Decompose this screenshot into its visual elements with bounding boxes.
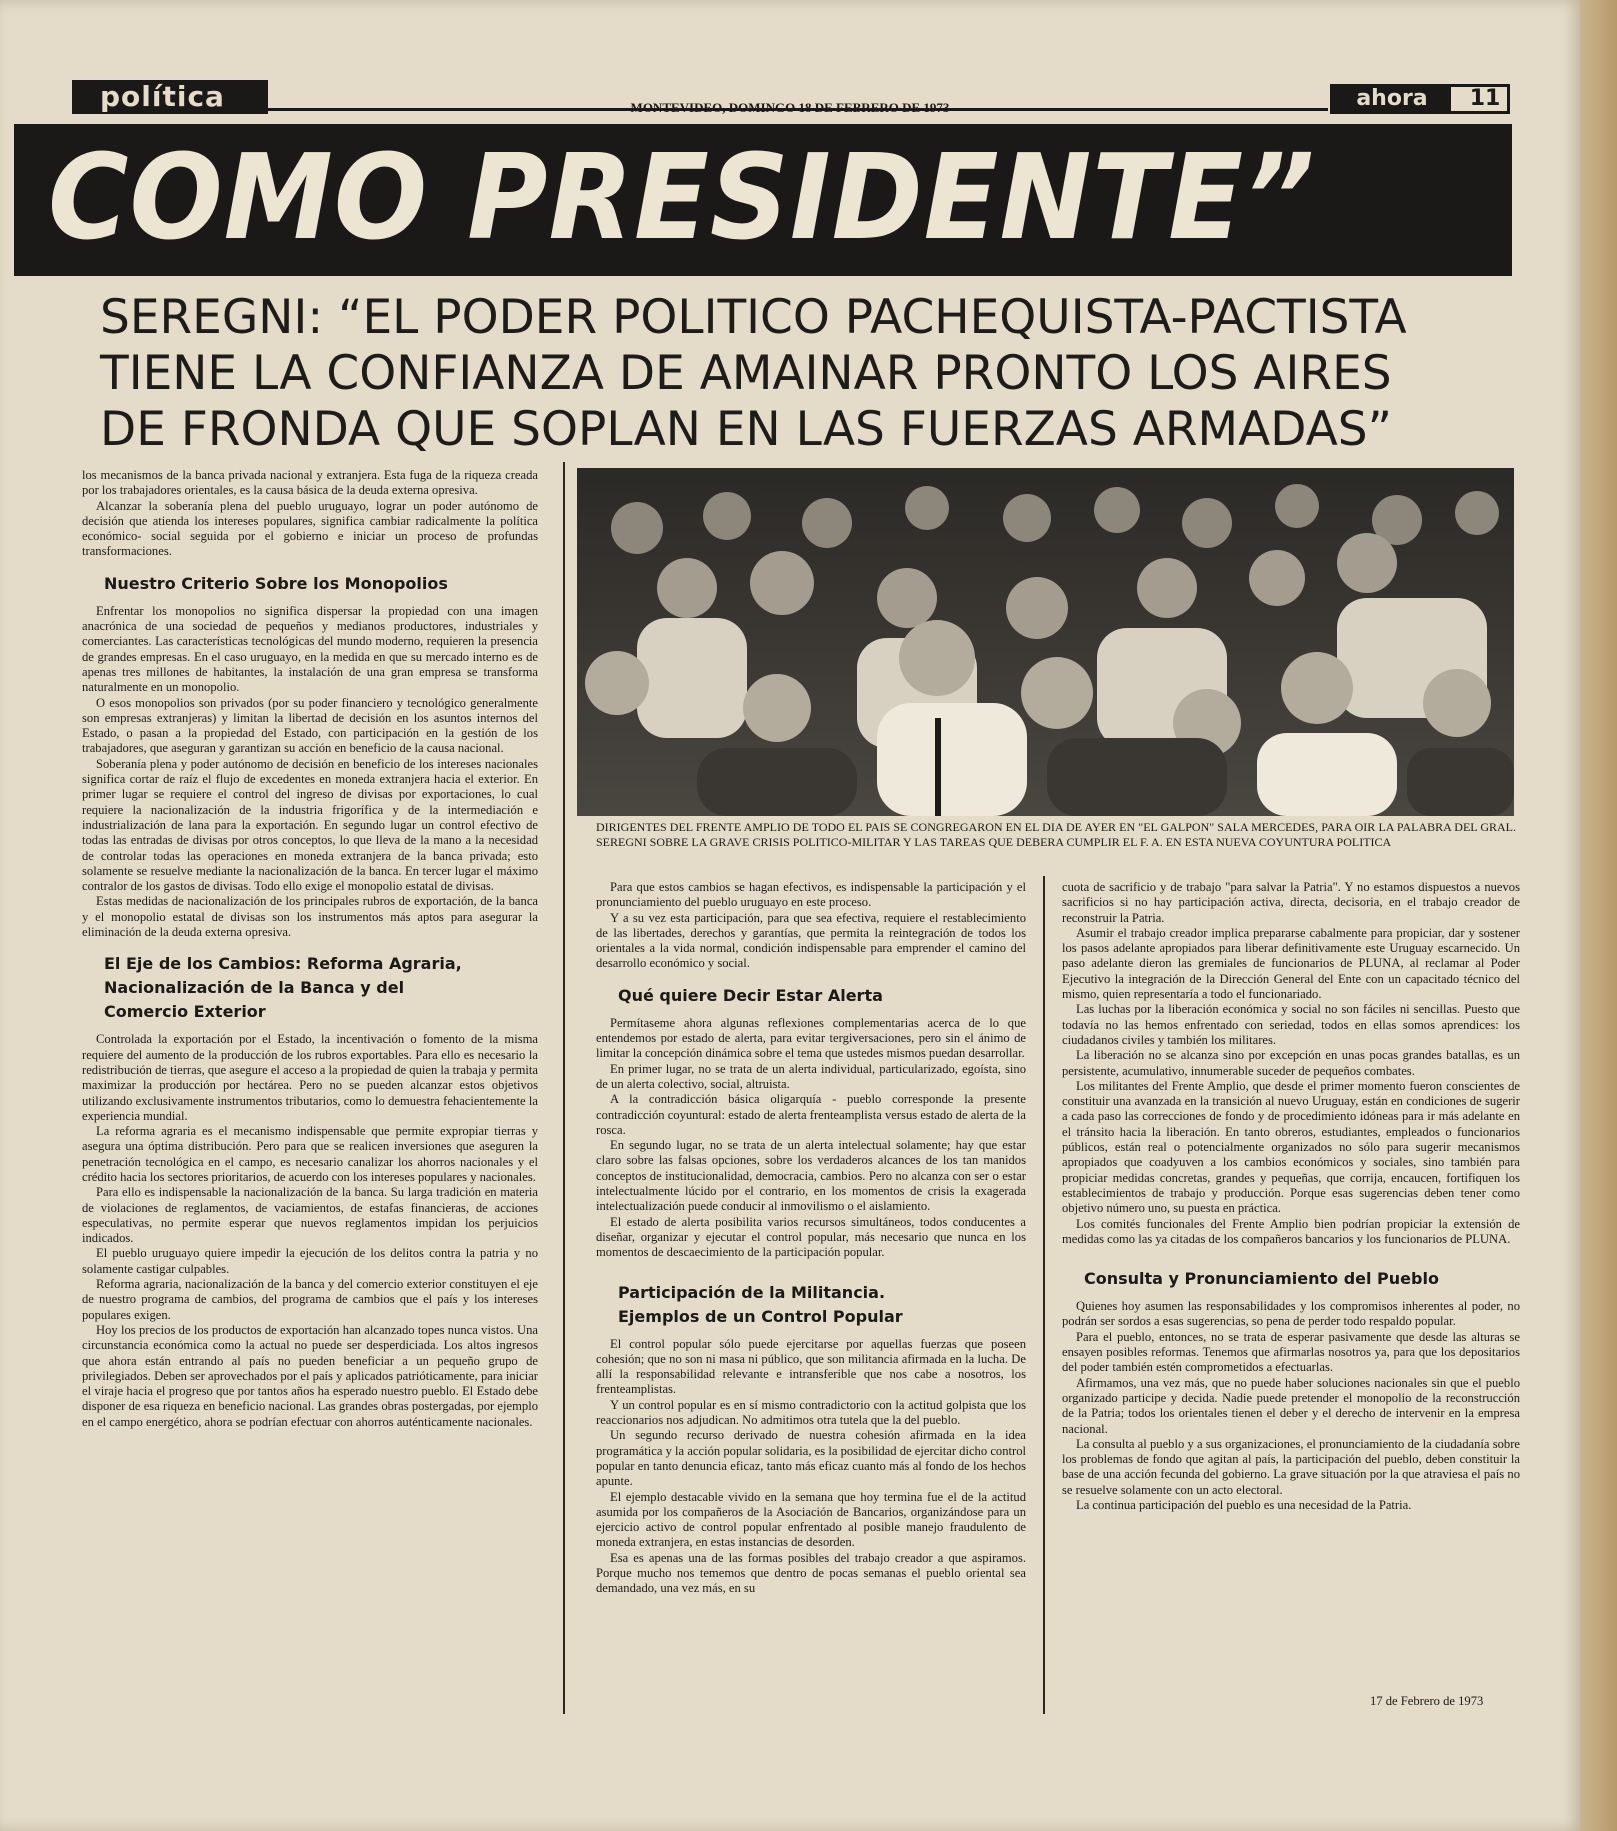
headline-line: SEREGNI: “EL PODER POLITICO PACHEQUISTA-PACTISTA (100, 290, 1407, 345)
crowd-photo-image (577, 468, 1514, 816)
paragraph: Controlada la exportación por el Estado, la incentivación o fomento de la misma requiere del aumento de la producción de los rubros exportables. Para ello es necesario la redistribución de tierras, que asegure el acceso a la propiedad de quien la trabaja y permita maximizar la producción por hectárea. Pero no se pueden alcanzar estos objetivos utilizando exclusivamente instrumentos tributarios, como lo demuestra fehacientemente la experiencia mundial. (82, 1032, 538, 1123)
page-edge (1580, 0, 1617, 1831)
column-rule (563, 462, 565, 1714)
paragraph: Los comités funcionales del Frente Amplio bien podrían propiciar la extensión de medidas como las ya citadas de los compañeros bancarios y los funcionarios de PLUNA. (1062, 1216, 1520, 1246)
paragraph: Permítaseme ahora algunas reflexiones complementarias acerca de lo que entendemos por estado de alerta, para evitar tergiversaciones, pero sin el ánimo de limitar la concepción dinámica sobre el tema que ustedes mismos puedan desarrollar. (596, 1015, 1026, 1061)
dateline: MONTEVIDEO, DOMINGO 18 DE FEBRERO DE 1973 (630, 100, 950, 115)
paragraph: Hoy los precios de los productos de exportación han alcanzado topes nunca vistos. Una circunstancia económica como la actual no puede ser desperdiciada. Los altos ingresos que ahora están entrando al país no pueden beneficiar a un pequeño grupo de privilegiados. Deben ser aprovechados por el país y aplicados patrióticamente, para iniciar el viraje hacia el progreso que por tantos años ha esperado nuestro pueblo. El Estado debe disponer de esa riqueza en beneficio nacional. Las grandes obras postergadas, por ejemplo en el campo energético, ahora se podrían efectuar con ahorros auténticamente nacionales. (82, 1322, 538, 1429)
paragraph: Afirmamos, una vez más, que no puede haber soluciones nacionales sin que el pueblo organizado participe y decida. Nadie puede pretender el monopolio de la reconstrucción de la Patria; todos los orientales tienen el deber y el derecho de intervenir en la empresa nacional. (1062, 1375, 1520, 1436)
paragraph: En primer lugar, no se trata de un alerta individual, particularizado, egoísta, sino de un alerta colectivo, social, altruista. (596, 1061, 1026, 1091)
paragraph: Y un control popular es en sí mismo contradictorio con la actitud golpista que los reaccionarios nos adjudican. No admitimos otra tutela que la del pueblo. (596, 1397, 1026, 1428)
paragraph: La reforma agraria es el mecanismo indispensable que permite expropiar tierras y asegura una óptima distribución. Pero para que se realicen inversiones que aseguren la penetración tecnológica en el campo, es necesario canalizar los ahorros nacionales y el crédito hacia los sectores prioritarios, de acuerdo con los intereses populares y nacionales. (82, 1124, 538, 1184)
paragraph: Un segundo recurso derivado de nuestra cohesión afirmada en la idea programática y la acción popular solidaria, es la posibilidad de ejercitar dicho control popular en tanto denuncia eficaz, tanto más eficaz cuanto más al fondo de los hechos apunte. (596, 1428, 1026, 1489)
paragraph: Estas medidas de nacionalización de los principales rubros de exportación, de la banca y el monopolio estatal de divisas son los instrumentos más aptos para asegurar la eliminación de la deuda externa opresiva. (82, 894, 538, 940)
paragraph: El ejemplo destacable vivido en la semana que hoy termina fue el de la actitud asumida por los compañeros de la Asociación de Bancarios, organizándose para un ejercicio activo de control popular enfrentado al posible manejo fraudulento de moneda extranjera, en estas instancias de desorden. (596, 1489, 1026, 1550)
paragraph: Para que estos cambios se hagan efectivos, es indispensable la participación y el pronunciamiento del pueblo uruguayo en este proceso. (596, 880, 1026, 910)
column-rule (1043, 876, 1045, 1714)
subheading: Consulta y Pronunciamiento del Pueblo (1084, 1269, 1439, 1289)
headline-line: DE FRONDA QUE SOPLAN EN LAS FUERZAS ARMADAS” (100, 402, 1392, 457)
subheading-line: Ejemplos de un Control Popular (618, 1306, 903, 1326)
paragraph: Soberanía plena y poder autónomo de decisión en beneficio de los intereses nacionales significa cortar de raíz el flujo de excedentes en moneda extranjera hacia el exterior. En primer lugar se requiere el control del ingreso de divisas por exportaciones, lo cual requiere la nacionalización de la industria frigorífica y de la intermediación e industrialización de lana para la exportación. En segundo lugar un control efectivo de todas las entradas de divisas por otros conceptos, lo que lleva de la mano a la necesidad de controlar todas las operaciones en moneda extranjera de la banca privada; esto solamente se resuelve mediante la nacionalización de la banca. En tercer lugar el máximo contralor de los gastos de divisas. Todo ello exige el monopolio estatal de divisas. (82, 756, 538, 894)
paragraph: O esos monopolios son privados (por su poder financiero y tecnológico generalmente son empresas extranjeras) y limitan la libertad de decisión en los asuntos internos del Estado, o pasan a la propiedad del Estado, con participación en la gestión de los trabajadores, que aseguran y garantizan su acción en beneficio de la causa nacional. (82, 695, 538, 756)
paragraph: cuota de sacrificio y de trabajo "para salvar la Patria". Y no estamos dispuestos a nuevos sacrificios si no hay participación activa, directa, decisoria, en el trabajo creador de reconstruir la Patria. (1062, 880, 1520, 925)
paragraph: los mecanismos de la banca privada nacional y extranjera. Esta fuga de la riqueza creada por los trabajadores orientales, es la causa básica de la deuda externa opresiva. (82, 468, 538, 498)
paragraph: Para ello es indispensable la nacionalización de la banca. Su larga tradición en materia de violaciones de reglamentos, de vaciamientos, de estafas financieras, de acciones especulativas, no permite esperar que nuevos reglamentos impidan los perjuicios indicados. (82, 1185, 538, 1246)
paragraph: La liberación no se alcanza sino por excepción en unas pocas grandes batallas, es un persistente, acumulativo, innumerable suceder de pequeños combates. (1062, 1048, 1520, 1078)
subheading: Qué quiere Decir Estar Alerta (618, 985, 883, 1005)
crowd-photo (577, 468, 1514, 816)
paragraph: El estado de alerta posibilita varios recursos simultáneos, todos conducentes a diseñar, organizar y ejecutar el control popular, más necesario que nunca en los momentos de descaecimiento de la participación popular. (596, 1214, 1026, 1260)
left-column (82, 468, 538, 1430)
paragraph: El control popular sólo puede ejercitarse por aquellas fuerzas que poseen cohesión; que no son ni masa ni público, que son militancia afirmada en la lucha. De allí la responsabilidad relevante e intransferible que nos cabe a nosotros, los frenteamplistas. (596, 1336, 1026, 1397)
paragraph: El pueblo uruguayo quiere impedir la ejecución de los delitos contra la patria y no solamente castigar culpables. (82, 1246, 538, 1276)
paragraph: La consulta al pueblo y a sus organizaciones, el pronunciamiento de la ciudadanía sobre los problemas de fondo que agitan al país, la participación del pueblo, deben constituir la base de una acción fecunda del gobierno. La grave situación por la que atraviesa el país no se resuelve solamente con un acto electoral. (1062, 1436, 1520, 1497)
paragraph: Asumir el trabajo creador implica prepararse cabalmente para propiciar, dar y sostener los pasos adelante apropiados para liberar definitivamente este Uruguay escarnecido. Un paso adelante dieron las gremiales de funcionarios de PLUNA, al reclamar al Poder Ejecutivo la integración de la Dirección General del Ente con un capacitado técnico del mismo, quien representaría a todo el funcionariado. (1062, 925, 1520, 1002)
paragraph: Reforma agraria, nacionalización de la banca y del comercio exterior constituyen el eje de nuestro programa de cambios, del programa de cambios que el país y los intereses populares exigen. (82, 1277, 538, 1322)
banner (14, 124, 1512, 276)
subheading (618, 1281, 1026, 1329)
headline (100, 290, 1520, 458)
magazine-name: ahora (1333, 87, 1451, 111)
paragraph: Esa es apenas una de las formas posibles del trabajo creador a que aspiramos. Porque mucho nos tememos que dentro de pocas semanas el pueblo oriental sea demandado, una vez más, en su (596, 1550, 1026, 1596)
page-number: 11 (1469, 86, 1501, 111)
paragraph: Alcanzar la soberanía plena del pueblo uruguayo, lograr un poder autónomo de decisión que atienda los intereses populares, significa cambiar radicalmente la política económico- social seguida por el gobierno e iniciar un proceso de profundas transformaciones. (82, 498, 538, 559)
paragraph: Para el pueblo, entonces, no se trata de esperar pasivamente que desde las alturas se ensayen posibles reformas. Tenemos que afirmarlas nosotros ya, para que los depositarios del poder también estén comprometidos a efectuarlas. (1062, 1329, 1520, 1375)
paragraph: En segundo lugar, no se trata de un alerta intelectual solamente; hay que estar claro sobre las falsas opciones, sobre los verdaderos alcances de los tan manidos conceptos de institucionalidad, democracia, cambios. Pero no alcanza con ser o estar intelectualmente lúcido por el contrario, en los momentos de crisis la exagerada intelectualización puede conducir al inmovilismo o el aislamiento. (596, 1138, 1026, 1214)
banner-title: COMO PRESIDENTE” (48, 128, 1316, 266)
subheading-line: Comercio Exterior (104, 1002, 266, 1022)
paragraph: Enfrentar los monopolios no significa dispersar la propiedad con una imagen anacrónica de una sociedad de pequeños y medianos productores, industriales y comerciantes. Las características tecnológicas del mundo moderno, requieren la presencia de grandes empresas. En el caso uruguayo, en la medida en que su mercado interno es de apenas tres millones de habitantes, la instalación de una gran empresa se transforma naturalmente en un monopolio. (82, 603, 538, 695)
magazine-masthead (1330, 84, 1510, 114)
subheading-line: El Eje de los Cambios: Reforma Agraria, (104, 954, 462, 974)
subheading (104, 952, 538, 1024)
paragraph: La continua participación del pueblo es una necesidad de la Patria. (1076, 1497, 1412, 1512)
subheading-line: Participación de la Militancia. (618, 1282, 886, 1302)
middle-column (596, 880, 1026, 1597)
subheading-line: Nacionalización de la Banca y del (104, 978, 405, 998)
photo-caption: DIRIGENTES DEL FRENTE AMPLIO DE TODO EL PAIS SE CONGREGARON EN EL DIA DE AYER EN "EL GALPON" SALA MERCEDES, PARA OIR LA PALABRA DEL GRAL. SEREGNI SOBRE LA GRAVE CRISIS POLITICO-MILITAR Y LAS TAREAS QUE DEBERA CUMPLIR EL F. A. EN ESTA NUEVA COYUNTURA POLITICA (596, 820, 1516, 849)
paragraph: Quienes hoy asumen las responsabilidades y los compromisos inherentes al poder, no podrán ser sordos a esas sugerencias, so pena de perder todo respaldo popular. (1062, 1299, 1520, 1329)
paragraph: Las luchas por la liberación económica y social no son fáciles ni sencillas. Puesto que todavía no las hemos enfrentado con seriedad, todos en ellas somos aprendices: los ciudadanos civiles y también los militares. (1062, 1002, 1520, 1047)
subheading: Nuestro Criterio Sobre los Monopolios (104, 573, 448, 593)
section-tag: política (72, 80, 268, 114)
signoff-date: 17 de Febrero de 1973 (1370, 1694, 1484, 1708)
paragraph: Y a su vez esta participación, para que sea efectiva, requiere el restablecimiento de las libertades, derechos y garantías, que permita la reintegración de todos los orientales a la vida normal, condición indispensable para emprender el camino del desarrollo económico y social. (596, 910, 1026, 971)
headline-line: TIENE LA CONFIANZA DE AMAINAR PRONTO LOS AIRES (100, 346, 1392, 401)
paragraph: A la contradicción básica oligarquía - pueblo corresponde la presente contradicción coyuntural: estado de alerta frenteamplista versus estado de alerta de la rosca. (596, 1092, 1026, 1137)
right-column (1062, 880, 1520, 1513)
paragraph: Los militantes del Frente Amplio, que desde el primer momento fueron conscientes de constituir una avanzada en la transición al nuevo Uruguay, están en condiciones de sugerir a cada paso las correcciones de fondo y de procedimiento idóneas para ir más adelante en el tránsito hacia la liberación. En tanto obreros, estudiantes, empleados o funcionarios públicos, están real o potencialmente organizados no sólo para sugerir mecanismos apropiados que coadyuven a los cambios económicos y sociales, sino también para propiciar medidas concretas, grandes y pequeñas, que corrija, encaucen, fortifiquen los establecimientos de trabajo y producción. Porque esas sugerencias deben tener como objetivo número uno, su puesta en práctica. (1062, 1078, 1520, 1216)
